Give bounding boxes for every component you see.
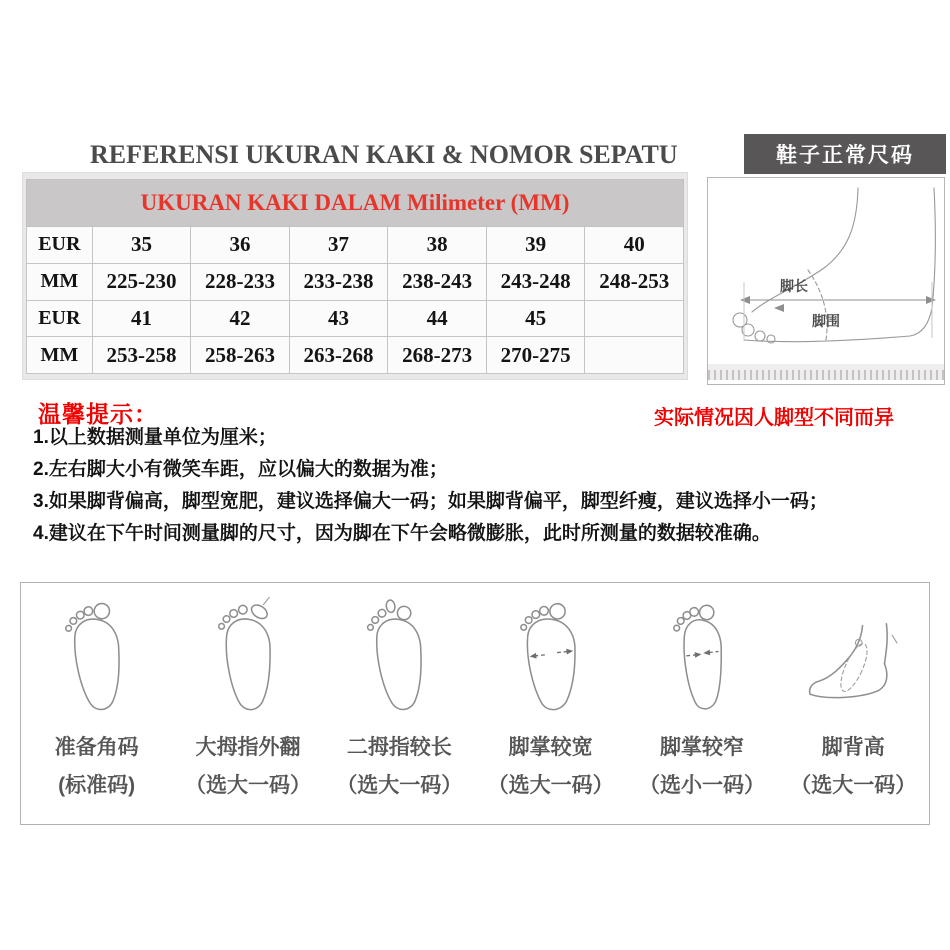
table-cell [585, 337, 684, 374]
foot-type-long-second-toe [325, 597, 473, 799]
foot-types-panel [20, 582, 930, 825]
footprint-standard-icon [49, 597, 145, 721]
table-cell: 258-263 [191, 337, 290, 374]
foot-type-wide [477, 597, 625, 799]
size-table-title: UKURAN KAKI DALAM Milimeter (MM) [27, 180, 684, 227]
table-row-eur-2 [27, 300, 684, 337]
tip-item-2: 2.左右脚大小有微笑车距，应以偏大的数据为准； [33, 459, 448, 480]
table-cell: 39 [486, 227, 585, 264]
table-cell: 238-243 [388, 263, 487, 300]
table-cell: 268-273 [388, 337, 487, 374]
table-cell: 40 [585, 227, 684, 264]
footprint-narrow-icon [654, 597, 750, 721]
footprint-bunion-icon [200, 597, 296, 721]
foot-type-name: 二拇指较长 [346, 736, 452, 759]
table-cell: 233-238 [289, 263, 388, 300]
table-row-eur-1 [27, 227, 684, 264]
table-row-mm-1 [27, 263, 684, 300]
foot-type-advice: (标准码) [58, 774, 136, 797]
foot-type-name: 脚掌较窄 [659, 736, 744, 759]
table-cell: 35 [92, 227, 191, 264]
row-label: MM [27, 337, 93, 374]
table-cell: 38 [388, 227, 487, 264]
foot-length-label: 脚长 [780, 278, 808, 294]
table-cell: 253-258 [92, 337, 191, 374]
foot-measure-diagram [707, 177, 945, 385]
foot-type-bunion [174, 597, 322, 799]
table-cell: 37 [289, 227, 388, 264]
foot-girth-label: 脚围 [812, 313, 840, 329]
tip-item-4: 4.建议在下午时间测量脚的尺寸，因为脚在下午会略微膨胀，此时所测量的数据较准确。 [33, 523, 771, 544]
footprint-long-second-toe-icon [351, 597, 447, 721]
ruler-strip [708, 364, 944, 380]
table-cell: 243-248 [486, 263, 585, 300]
table-cell: 42 [191, 300, 290, 337]
size-table [22, 172, 688, 380]
tips-heading: 温馨提示： [38, 401, 158, 427]
table-cell: 36 [191, 227, 290, 264]
table-cell: 225-230 [92, 263, 191, 300]
row-label: MM [27, 263, 93, 300]
row-label: EUR [27, 227, 93, 264]
foot-type-advice: （选大一码） [336, 774, 463, 797]
table-cell: 263-268 [289, 337, 388, 374]
foot-type-advice: （选大一码） [790, 774, 917, 797]
foot-type-name: 准备角码 [54, 736, 139, 759]
footprint-wide-icon [503, 597, 599, 721]
page-title: REFERENSI UKURAN KAKI & NOMOR SEPATU [90, 140, 678, 169]
table-row-mm-2 [27, 337, 684, 374]
tips-note-right: 实际情况因人脚型不同而异 [654, 407, 894, 429]
table-cell: 44 [388, 300, 487, 337]
table-cell: 45 [486, 300, 585, 337]
table-cell [585, 300, 684, 337]
normal-size-badge: 鞋子正常尺码 [744, 134, 946, 174]
foot-type-name: 大拇指外翻 [195, 736, 301, 759]
foot-type-high-instep [779, 597, 927, 799]
row-label: EUR [27, 300, 93, 337]
table-cell: 228-233 [191, 263, 290, 300]
table-cell: 41 [92, 300, 191, 337]
tip-item-1: 1.以上数据测量单位为厘米； [33, 427, 277, 448]
foot-type-name: 脚掌较宽 [508, 736, 593, 759]
table-cell: 270-275 [486, 337, 585, 374]
tips-list [33, 426, 943, 554]
foot-type-name: 脚背高 [821, 736, 885, 759]
table-cell: 248-253 [585, 263, 684, 300]
foot-type-advice: （选大一码） [184, 774, 311, 797]
foot-side-view-sketch [708, 178, 944, 384]
foot-type-narrow [628, 597, 776, 799]
foot-high-instep-icon [798, 597, 908, 721]
foot-type-standard [23, 597, 171, 799]
table-cell: 43 [289, 300, 388, 337]
foot-type-advice: （选大一码） [487, 774, 614, 797]
table-header-row [27, 180, 684, 227]
foot-type-advice: （选小一码） [638, 774, 765, 797]
tip-item-3: 3.如果脚背偏高，脚型宽肥，建议选择偏大一码；如果脚背偏平，脚型纤瘦，建议选择小一码； [33, 491, 828, 512]
